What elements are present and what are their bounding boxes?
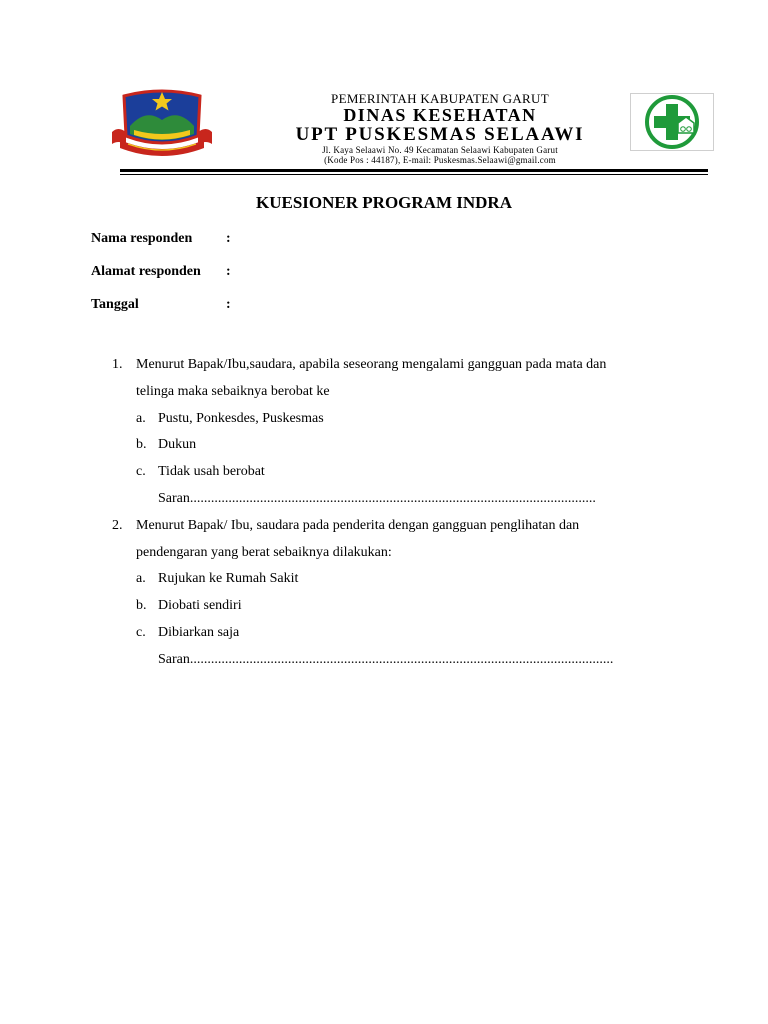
field-colon-address: : [226,264,231,279]
field-label-address: Alamat responden [91,264,201,279]
question-1-option-c: Tidak usah berobat [158,464,265,479]
field-colon-name: : [226,231,231,246]
field-label-date: Tanggal [91,297,139,312]
question-2-text-line-1: Menurut Bapak/ Ibu, saudara pada penderita dengan gangguan penglihatan dan [136,518,580,533]
field-label-name: Nama responden [91,231,193,246]
question-2-option-c-letter: c. [136,625,146,640]
header-address: Jl. Kaya Selaawi No. 49 Kecamatan Selaawi Kabupaten Garut [322,145,558,155]
question-1-option-c-letter: c. [136,464,146,479]
document-title: KUESIONER PROGRAM INDRA [256,193,512,212]
question-1-option-b: Dukun [158,437,197,452]
garut-emblem-logo [110,86,214,158]
question-2-suggestion-line: Saran......................................................................................................................... [158,652,614,667]
header-institution: UPT PUSKESMAS SELAAWI [295,124,585,145]
header-contact: (Kode Pos : 44187), E-mail: Puskesmas.Selaawi@gmail.com [324,155,556,165]
question-1-text-line-1: Menurut Bapak/Ibu,saudara, apabila seseorang mengalami gangguan pada mata dan [136,357,607,372]
question-2-number: 2. [112,518,123,533]
question-1-text-line-2: telinga maka sebaiknya berobat ke [136,384,330,399]
question-1-number: 1. [112,357,123,372]
question-1-suggestion-line: Saran.................................................................................................................... [158,491,596,506]
question-1-option-a: Pustu, Ponkesdes, Puskesmas [158,411,324,426]
question-2-option-b-letter: b. [136,598,147,613]
question-2-option-c: Dibiarkan saja [158,625,240,640]
question-1-option-b-letter: b. [136,437,147,452]
puskesmas-logo [630,93,714,151]
header-rule-thick [120,169,708,172]
question-2-option-b: Diobati sendiri [158,598,242,613]
question-1-option-a-letter: a. [136,411,146,426]
question-2-text-line-2: pendengaran yang berat sebaiknya dilakukan: [136,545,392,560]
question-2-option-a-letter: a. [136,571,146,586]
field-colon-date: : [226,297,231,312]
header-government: PEMERINTAH KABUPATEN GARUT [331,91,549,106]
header-rule-thin [120,174,708,175]
question-2-option-a: Rujukan ke Rumah Sakit [158,571,299,586]
header-agency: DINAS KESEHATAN [343,105,537,125]
